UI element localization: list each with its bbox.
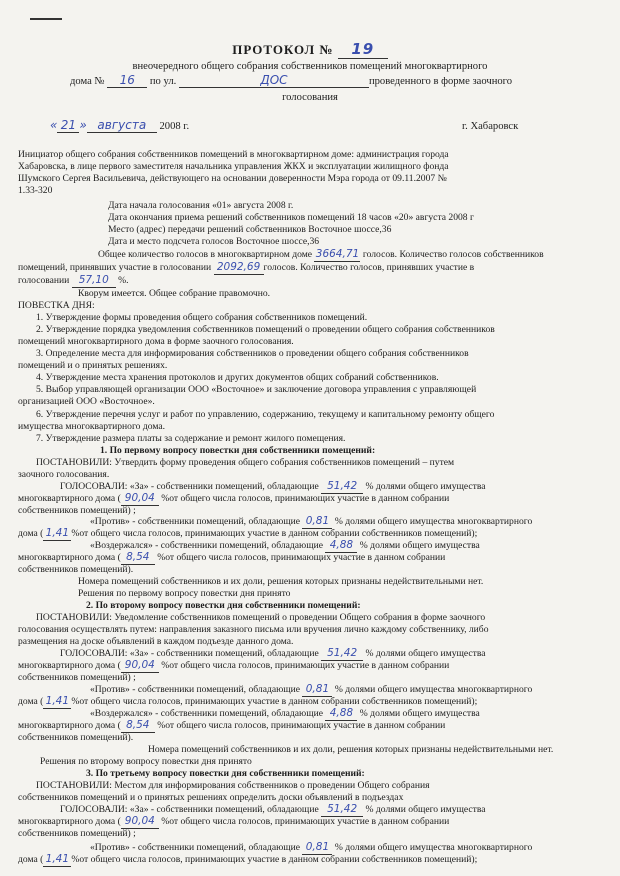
info-place: Место (адрес) передачи решений собственников Восточное шоссе,36 — [108, 224, 392, 235]
votes-text-c: помещений, принявших участие в голосовании — [18, 262, 212, 273]
title-text: ПРОТОКОЛ № — [232, 42, 334, 57]
q1-vz-line-1 — [90, 540, 602, 553]
q1-za-line-2: многоквартирного дома ( 90,04 %от общего числа голосов, принимающих участие в данном собрании — [18, 492, 450, 504]
date-month: августа — [87, 120, 157, 133]
house-label: дома № — [70, 76, 105, 87]
q2-pr-percent: 0,81 — [302, 684, 332, 697]
initiator-line-1: Инициатор общего собрания собственников помещений в многоквартирном доме: администрация города — [18, 149, 449, 160]
za-text-c: многоквартирного дома — [18, 816, 116, 827]
date-mid: » — [79, 118, 87, 132]
za-text-a: ГОЛОСОВАЛИ: «За» - собственники помещений, обладающие — [60, 648, 319, 659]
date-day: 21 — [57, 120, 79, 133]
pr-text-b: % долями общего имущества многоквартирного — [334, 684, 533, 695]
vz-text-b: % долями общего имущества — [359, 540, 480, 551]
q1-za-percent: 51,42 — [321, 481, 363, 494]
street-label: по ул. — [149, 76, 177, 87]
pr-text-c: дома ( — [18, 854, 44, 865]
street-name: ДОС — [179, 75, 369, 88]
vz-text-a: «Воздержался» - собственники помещений, обладающие — [90, 540, 323, 551]
q2-vz-percent: 4,88 — [325, 708, 357, 721]
votes-line-1 — [18, 249, 602, 262]
za-text-d: %от общего числа голосов, принимающих участие в данном собрании — [161, 816, 450, 827]
za-text-a: ГОЛОСОВАЛИ: «За» - собственники помещений, обладающие — [60, 804, 319, 815]
quorum: Кворум имеется. Общее собрание правомочно. — [78, 288, 271, 299]
q3-pr-share: 1,41 — [43, 854, 71, 867]
city: г. Хабаровск — [462, 121, 519, 132]
pr-text-c: дома ( — [18, 696, 44, 707]
q2-za-line-2: многоквартирного дома ( 90,04 %от общего числа голосов, принимающих участие в данном собрании — [18, 659, 450, 671]
vz-text-d: %от общего числа голосов, принимающих участие в данном собрании — [157, 552, 446, 563]
q1-pr-line-1 — [90, 516, 602, 529]
za-text-d: %от общего числа голосов, принимающих участие в данном собрании — [161, 493, 450, 504]
subtitle-line: внеочередного общего собрания собственников помещений многоквартирного — [132, 61, 488, 72]
vz-text-c: многоквартирного дома ( — [18, 552, 121, 563]
q3-pr-line-2 — [18, 854, 602, 867]
form-text: проведенного в форме заочного — [368, 76, 513, 87]
q2-resolved-3: размещения на доске объявлений в каждом подъезде данного дома. — [18, 636, 294, 647]
q2-invalid: Номера помещений собственников и их доли, решения которых признаны недействительными нет. — [148, 744, 554, 755]
q2-za-percent: 51,42 — [321, 648, 363, 661]
q2-za-line-3: собственников помещений) ; — [18, 672, 136, 683]
pr-text-a: «Против» - собственники помещений, обладающие — [90, 684, 301, 695]
agenda-item-2: 2. Утверждение порядка уведомления собственников помещений о проведении общего собрания собственников — [36, 324, 495, 335]
votes-text-b: голосов. Количество голосов собственников — [362, 249, 544, 260]
votes-line-3 — [18, 275, 602, 288]
date-open: « — [50, 118, 58, 132]
votes-percent: 57,10 — [72, 275, 116, 288]
q3-pr-percent: 0,81 — [302, 842, 332, 855]
q2-decision: Решения по второму вопросу повестки дня принято — [40, 756, 252, 767]
info-start: Дата начала голосования «01» августа 2008 г. — [108, 200, 294, 211]
q1-pr-share: 1,41 — [43, 528, 71, 541]
za-text-c: многоквартирного дома — [18, 493, 116, 504]
pr-text-a: «Против» - собственники помещений, обладающие — [90, 842, 301, 853]
q2-resolved-2: голосования осуществлять путем: направления заказного письма или вручения лично каждому собственнику, либо — [18, 624, 489, 635]
q2-vz-line-1 — [90, 708, 602, 721]
q3-za-line-3: собственников помещений) ; — [18, 828, 136, 839]
votes-line-2 — [18, 262, 602, 275]
za-text-c: многоквартирного дома — [18, 660, 116, 671]
q1-pr-line-2 — [18, 528, 602, 541]
q3-za-share: 90,04 — [121, 816, 159, 829]
q2-resolved-1: ПОСТАНОВИЛИ: Уведомление собственников помещений о проведении Общего собрания в форме заочного — [36, 612, 486, 623]
corner-mark — [30, 18, 62, 20]
date-year: 2008 г. — [159, 121, 190, 132]
voting-word: голосования — [282, 92, 338, 103]
house-number: 16 — [107, 75, 147, 88]
info-count: Дата и место подсчета голосов Восточное шоссе,36 — [108, 236, 320, 247]
q1-pr-percent: 0,81 — [302, 516, 332, 529]
agenda-item-6: 6. Утверждение перечня услуг и работ по управлению, содержанию, текущему и капитальному ремонту общего — [36, 409, 495, 420]
za-text-b: % долями общего имущества — [365, 804, 486, 815]
q3-za-percent: 51,42 — [321, 804, 363, 817]
agenda-title: ПОВЕСТКА ДНЯ: — [18, 300, 95, 311]
q3-resolved-1: ПОСТАНОВИЛИ: Местом для информирования собственников о проведении Общего собрания — [36, 780, 430, 791]
q1-vz-share: 8,54 — [121, 552, 155, 565]
protocol-title — [0, 40, 620, 59]
initiator-line-3: Шумского Сергея Васильевича, действующего на основании доверенности Мэра города от 09.11.2007 № — [18, 173, 447, 184]
agenda-item-3-cont: помещений и о принятых решениях. — [18, 360, 168, 371]
za-text-b: % долями общего имущества — [365, 481, 486, 492]
vz-text-a: «Воздержался» - собственники помещений, обладающие — [90, 708, 323, 719]
votes-text-d: голосов. Количество голосов, принявших участие в — [263, 262, 475, 273]
pr-text-d: %от общего числа голосов, принимающих участие в данном собрании собственников помещений); — [71, 854, 478, 865]
agenda-item-7: 7. Утверждение размера платы за содержание и ремонт жилого помещения. — [36, 433, 346, 444]
votes-total: 3664,71 — [315, 248, 360, 260]
vz-text-b: % долями общего имущества — [359, 708, 480, 719]
votes-text-f: %. — [118, 275, 129, 286]
q2-pr-line-2 — [18, 696, 602, 709]
q1-vz-percent: 4,88 — [325, 540, 357, 553]
pr-text-d: %от общего числа голосов, принимающих участие в данном собрании собственников помещений); — [71, 696, 478, 707]
votes-text-e: голосовании — [18, 275, 70, 286]
q1-title: 1. По первому вопросу повестки дня собственники помещений: — [100, 445, 376, 456]
pr-text-d: %от общего числа голосов, принимающих участие в данном собрании собственников помещений); — [71, 528, 478, 539]
pr-text-c: дома ( — [18, 528, 44, 539]
za-text-a: ГОЛОСОВАЛИ: «За» - собственники помещений, обладающие — [60, 481, 319, 492]
initiator-line-2: Хабаровска, в лице первого заместителя начальника управления ЖКХ и эксплуатации жилищного фонда — [18, 161, 449, 172]
q1-za-line-3: собственников помещений) ; — [18, 505, 136, 516]
agenda-item-5: 5. Выбор управляющей организации ООО «Восточное» и заключение договора управления с управляющей — [36, 384, 477, 395]
initiator-line-4: 1.33-320 — [18, 185, 53, 196]
protocol-number: 19 — [338, 40, 388, 59]
agenda-item-6-cont: имущества многоквартирного дома. — [18, 421, 165, 432]
q3-za-line-2: многоквартирного дома ( 90,04 %от общего числа голосов, принимающих участие в данном собрании — [18, 815, 450, 827]
q1-invalid: Номера помещений собственников и их доли, решения которых признаны недействительными нет. — [78, 576, 484, 587]
pr-text-a: «Против» - собственники помещений, обладающие — [90, 516, 301, 527]
q2-vz-share: 8,54 — [121, 720, 155, 733]
q1-decision: Решения по первому вопросу повестки дня принято — [78, 588, 291, 599]
agenda-item-1: 1. Утверждение формы проведения общего собрания собственников помещений. — [36, 312, 368, 323]
q3-resolved-2: собственников помещений и о принятых решениях определить доски объявлений в подъездах — [18, 792, 404, 803]
q2-vz-line-2 — [18, 720, 602, 733]
q2-pr-line-1 — [90, 684, 602, 697]
votes-part: 2092,69 — [214, 262, 264, 275]
info-end: Дата окончания приема решений собственников помещений 18 часов «20» августа 2008 г — [108, 212, 474, 223]
q1-vz-line-3: собственников помещений). — [18, 564, 134, 575]
q2-za-share: 90,04 — [121, 660, 159, 673]
agenda-item-2-cont: помещений многоквартирного дома в форме заочного голосования. — [18, 336, 294, 347]
q2-vz-line-3: собственников помещений). — [18, 732, 134, 743]
votes-text-a: Общее количество голосов в многоквартирном доме — [98, 249, 313, 260]
agenda-item-5-cont: организацией ООО «Восточное». — [18, 396, 155, 407]
vz-text-c: многоквартирного дома ( — [18, 720, 121, 731]
q3-title: 3. По третьему вопросу повестки дня собственники помещений: — [86, 768, 365, 779]
q1-resolved: ПОСТАНОВИЛИ: Утвердить форму проведения общего собрания собственников помещений – путем — [36, 457, 455, 468]
q2-title: 2. По второму вопросу повестки дня собственники помещений: — [86, 600, 361, 611]
q3-pr-line-1 — [90, 842, 602, 855]
za-text-b: % долями общего имущества — [365, 648, 486, 659]
q1-vz-line-2 — [18, 552, 602, 565]
q1-resolved-cont: заочного голосования. — [18, 469, 110, 480]
pr-text-b: % долями общего имущества многоквартирного — [334, 516, 533, 527]
q2-pr-share: 1,41 — [43, 696, 71, 709]
pr-text-b: % долями общего имущества многоквартирного — [334, 842, 533, 853]
agenda-item-4: 4. Утверждение места хранения протоколов и других документов общих собраний собственников. — [36, 372, 439, 383]
house-line — [70, 75, 602, 88]
za-text-d: %от общего числа голосов, принимающих участие в данном собрании — [161, 660, 450, 671]
q1-za-share: 90,04 — [121, 493, 159, 506]
vz-text-d: %от общего числа голосов, принимающих участие в данном собрании — [157, 720, 446, 731]
agenda-item-3: 3. Определение места для информирования собственников о проведении общего собрания собственников — [36, 348, 469, 359]
